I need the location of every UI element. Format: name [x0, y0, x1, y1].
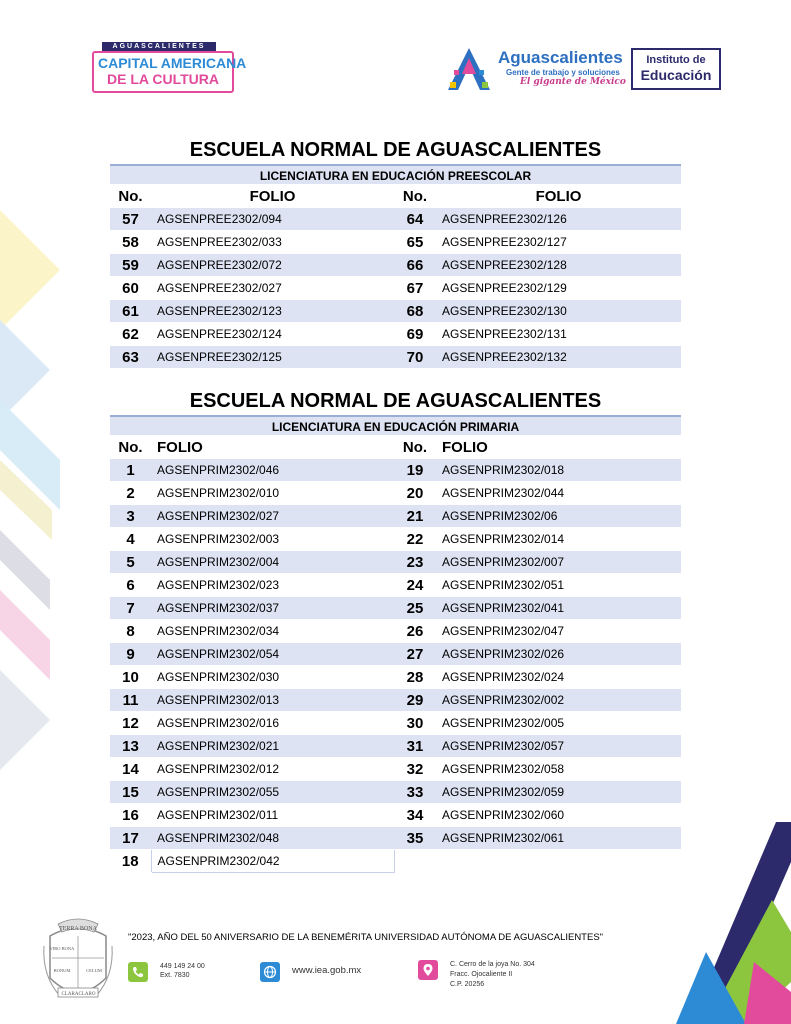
row-number: 61 [110, 300, 151, 323]
seal-text-bottom-right: CLARO [78, 992, 96, 997]
row-number: 64 [394, 208, 436, 231]
row-number: 33 [394, 781, 436, 804]
column-header-folio: FOLIO [436, 185, 681, 208]
folio-cell: AGSENPRIM2302/059 [436, 781, 681, 804]
instituto-educacion-logo [631, 48, 721, 90]
folio-cell: AGSENPRIM2302/011 [151, 804, 394, 827]
capital-logo-top: AGUASCALIENTES [102, 42, 216, 52]
folio-cell: AGSENPRIM2302/048 [151, 827, 394, 850]
iea-logo-line2: Educación [640, 67, 712, 83]
row-number: 62 [110, 323, 151, 346]
folio-cell: AGSENPREE2302/027 [151, 277, 394, 300]
folio-cell: AGSENPRIM2302/021 [151, 735, 394, 758]
preescolar-table [110, 185, 681, 369]
row-number: 19 [394, 459, 436, 482]
table-row [110, 505, 681, 528]
row-number: 57 [110, 208, 151, 231]
folio-cell: AGSENPREE2302/094 [151, 208, 394, 231]
folio-cell: AGSENPRIM2302/012 [151, 758, 394, 781]
phone-icon [128, 962, 148, 982]
folio-cell: AGSENPRIM2302/06 [436, 505, 681, 528]
decorative-a-shape [676, 822, 791, 1024]
row-number: 24 [394, 574, 436, 597]
folio-cell: AGSENPRIM2302/044 [436, 482, 681, 505]
folio-cell: AGSENPRIM2302/046 [151, 459, 394, 482]
table-row [110, 758, 681, 781]
folio-cell: AGSENPREE2302/124 [151, 323, 394, 346]
column-header-no: No. [110, 185, 151, 208]
folio-cell: AGSENPRIM2302/058 [436, 758, 681, 781]
row-number: 58 [110, 231, 151, 254]
folio-cell: AGSENPREE2302/128 [436, 254, 681, 277]
row-number: 23 [394, 551, 436, 574]
row-number: 59 [110, 254, 151, 277]
row-number: 30 [394, 712, 436, 735]
folio-cell: AGSENPRIM2302/047 [436, 620, 681, 643]
location-pin-icon [418, 960, 438, 980]
column-header-folio: FOLIO [151, 185, 394, 208]
folio-cell: AGSENPREE2302/033 [151, 231, 394, 254]
table-row [110, 528, 681, 551]
folio-cell: AGSENPRIM2302/026 [436, 643, 681, 666]
seal-text-bottom-left: CLARA [61, 992, 79, 997]
row-number: 28 [394, 666, 436, 689]
folio-cell: AGSENPREE2302/125 [151, 346, 394, 369]
footer-motto: "2023, AÑO DEL 50 ANIVERSARIO DE LA BENEMÉRITA UNIVERSIDAD AUTÓNOMA DE AGUASCALIENTES" [128, 932, 604, 943]
row-number: 21 [394, 505, 436, 528]
ags-logo-subtitle: Gente de trabajo y soluciones [506, 68, 620, 77]
column-header-folio: FOLIO [151, 436, 394, 459]
table-row [110, 551, 681, 574]
folio-cell: AGSENPREE2302/129 [436, 277, 681, 300]
column-header-no: No. [394, 436, 436, 459]
row-number: 60 [110, 277, 151, 300]
row-number: 26 [394, 620, 436, 643]
folio-cell: AGSENPRIM2302/014 [436, 528, 681, 551]
row-number: 27 [394, 643, 436, 666]
row-number: 13 [110, 735, 151, 758]
folio-cell: AGSENPREE2302/123 [151, 300, 394, 323]
table-row [110, 620, 681, 643]
row-number: 69 [394, 323, 436, 346]
capital-logo-line2: DE LA CULTURA [107, 71, 219, 87]
table-row [110, 597, 681, 620]
table-row [110, 277, 681, 300]
folio-cell: AGSENPRIM2302/023 [151, 574, 394, 597]
folio-cell: AGSENPRIM2302/018 [436, 459, 681, 482]
table-row [110, 827, 681, 850]
decorative-left-pattern [0, 210, 60, 770]
row-number: 12 [110, 712, 151, 735]
address-line2: Fracc. Ojocaliente II [450, 971, 513, 978]
capital-logo-line1: CAPITAL AMERICANA [98, 55, 247, 71]
folio-cell: AGSENPRIM2302/003 [151, 528, 394, 551]
folio-cell: AGSENPRIM2302/007 [436, 551, 681, 574]
row-number: 70 [394, 346, 436, 369]
folio-cell: AGSENPRIM2302/054 [151, 643, 394, 666]
row-number: 5 [110, 551, 151, 574]
row-number: 1 [110, 459, 151, 482]
aguascalientes-government-logo [446, 46, 626, 96]
phone-extension: Ext. 7830 [160, 972, 190, 979]
folio-cell: AGSENPREE2302/072 [151, 254, 394, 277]
folio-cell: AGSENPRIM2302/027 [151, 505, 394, 528]
row-number: 34 [394, 804, 436, 827]
row-number: 6 [110, 574, 151, 597]
primaria-program-title: LICENCIATURA EN EDUCACIÓN PRIMARIA [110, 415, 681, 435]
table-row [110, 208, 681, 231]
folio-cell: AGSENPRIM2302/010 [151, 482, 394, 505]
table-row [110, 300, 681, 323]
folio-cell: AGSENPRIM2302/034 [151, 620, 394, 643]
folio-cell: AGSENPRIM2302/016 [151, 712, 394, 735]
row-number: 32 [394, 758, 436, 781]
table-row [110, 850, 681, 873]
seal-text-left: VIRO BONA [49, 946, 75, 951]
row-number: 29 [394, 689, 436, 712]
table-row [110, 323, 681, 346]
row-number: 68 [394, 300, 436, 323]
address-line3: C.P. 20256 [450, 981, 485, 988]
table-row [110, 459, 681, 482]
folio-cell: AGSENPRIM2302/013 [151, 689, 394, 712]
row-number: 11 [110, 689, 151, 712]
folio-cell: AGSENPRIM2302/042 [151, 850, 394, 873]
row-number: 35 [394, 827, 436, 850]
folio-cell: AGSENPRIM2302/030 [151, 666, 394, 689]
row-number: 18 [110, 850, 151, 873]
empty-cell [436, 850, 681, 873]
folio-cell: AGSENPRIM2302/055 [151, 781, 394, 804]
seal-text-lower-right: CELUM [86, 968, 102, 973]
iea-logo-line1: Instituto de [646, 54, 706, 66]
folio-cell: AGSENPRIM2302/002 [436, 689, 681, 712]
seal-text-lower-left: BONUM [53, 968, 71, 973]
website-link[interactable]: www.iea.gob.mx [292, 965, 362, 976]
folio-cell: AGSENPREE2302/130 [436, 300, 681, 323]
table-header-row [110, 436, 681, 459]
folio-cell: AGSENPRIM2302/060 [436, 804, 681, 827]
folio-cell: AGSENPRIM2302/041 [436, 597, 681, 620]
capital-logo-box [92, 51, 247, 93]
row-number: 22 [394, 528, 436, 551]
row-number: 16 [110, 804, 151, 827]
table-row [110, 689, 681, 712]
primaria-school-title: ESCUELA NORMAL DE AGUASCALIENTES [189, 390, 602, 412]
row-number: 66 [394, 254, 436, 277]
table-row [110, 574, 681, 597]
folio-cell: AGSENPREE2302/131 [436, 323, 681, 346]
preescolar-school-title: ESCUELA NORMAL DE AGUASCALIENTES [189, 139, 602, 161]
folio-cell: AGSENPRIM2302/024 [436, 666, 681, 689]
folio-cell: AGSENPRIM2302/037 [151, 597, 394, 620]
table-row [110, 735, 681, 758]
folio-cell: AGSENPRIM2302/051 [436, 574, 681, 597]
folio-cell: AGSENPRIM2302/005 [436, 712, 681, 735]
primaria-table [110, 436, 681, 873]
row-number: 31 [394, 735, 436, 758]
row-number: 17 [110, 827, 151, 850]
row-number: 63 [110, 346, 151, 369]
row-number: 10 [110, 666, 151, 689]
row-number: 3 [110, 505, 151, 528]
folio-cell: AGSENPREE2302/126 [436, 208, 681, 231]
table-row [110, 712, 681, 735]
row-number: 25 [394, 597, 436, 620]
table-row [110, 666, 681, 689]
row-number: 67 [394, 277, 436, 300]
ags-logo-name: Aguascalientes [498, 48, 623, 67]
row-number: 8 [110, 620, 151, 643]
column-header-folio: FOLIO [436, 436, 681, 459]
table-row [110, 346, 681, 369]
folio-cell: AGSENPRIM2302/061 [436, 827, 681, 850]
table-row [110, 482, 681, 505]
table-row [110, 254, 681, 277]
table-row [110, 231, 681, 254]
row-number: 2 [110, 482, 151, 505]
folio-cell: AGSENPRIM2302/057 [436, 735, 681, 758]
column-header-no: No. [110, 436, 151, 459]
address-line1: C. Cerro de la joya No. 304 [450, 961, 535, 968]
table-row [110, 781, 681, 804]
aguascalientes-coat-of-arms-seal [40, 916, 116, 1006]
table-header-row [110, 185, 681, 208]
seal-text-top: TERRA BONA [59, 926, 97, 932]
folio-cell: AGSENPRIM2302/004 [151, 551, 394, 574]
globe-icon [260, 962, 280, 982]
folio-cell: AGSENPREE2302/132 [436, 346, 681, 369]
ags-logo-slogan: El gigante de México [520, 77, 626, 87]
row-number: 9 [110, 643, 151, 666]
preescolar-program-title: LICENCIATURA EN EDUCACIÓN PREESCOLAR [110, 164, 681, 184]
row-number: 4 [110, 528, 151, 551]
table-row [110, 804, 681, 827]
row-number: 14 [110, 758, 151, 781]
capital-americana-cultura-logo [92, 40, 247, 92]
folio-cell: AGSENPREE2302/127 [436, 231, 681, 254]
row-number: 15 [110, 781, 151, 804]
table-row [110, 643, 681, 666]
row-number: 65 [394, 231, 436, 254]
phone-number: 449 149 24 00 [160, 963, 205, 970]
empty-cell [394, 850, 436, 873]
row-number: 20 [394, 482, 436, 505]
aguascalientes-a-mark-icon [446, 46, 492, 92]
column-header-no: No. [394, 185, 436, 208]
row-number: 7 [110, 597, 151, 620]
